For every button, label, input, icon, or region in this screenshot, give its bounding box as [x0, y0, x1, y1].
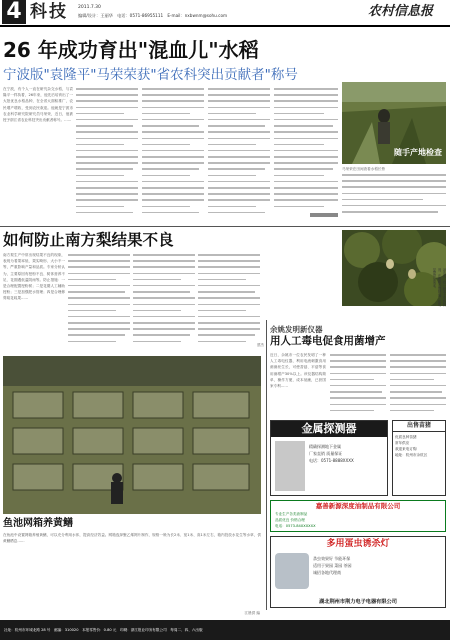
ad-metal-detector [270, 420, 388, 496]
lead-side-text [342, 174, 446, 222]
masthead-rule [0, 25, 450, 27]
fish-author: 江晨供 编 [244, 611, 260, 615]
ad-wanted [392, 420, 446, 496]
fish-photo [3, 356, 261, 514]
section-divider [0, 226, 450, 227]
ad-pest-footer: 湖北荆州市荆力电子电器有限公司 [319, 599, 397, 605]
ad-wanted-line-3: 欢迎来电订购 [395, 447, 417, 451]
footer-bar [0, 620, 450, 640]
lead-headline: 26 年成功育出"混血儿"水稻 [3, 38, 259, 62]
ad-company-line-3: 电话：0573-84XXXXXX [275, 524, 316, 528]
device-body: 近日，余姚市一位农民发明了一种人工毒电仪器，利用电流刺激食用菌菌丝生长，可使香菇、平菇等食用菌增产30%以上。该仪器结构简单，操作方便，成本低廉，已获国家专利…… [270, 353, 326, 389]
pear-author: 蔡杰 [256, 343, 264, 347]
lead-byline [310, 213, 338, 217]
column-divider [266, 320, 267, 610]
ad-detector-line-2: 厂家直销 质量保证 [309, 451, 343, 456]
lead-photo [342, 82, 446, 164]
ad-pest-image [275, 553, 309, 589]
ad-wanted-line-2: 常年供应 [395, 441, 410, 445]
ad-wanted-line-1: 优质良种苗猪 [395, 435, 417, 439]
lead-body: 在宁波，有个人一直在研究杂交水稻，与袁隆平一样执着，26年来，他先后培育出了一大批优良水稻品种，在全省大面积推广，农民增产增收，受到农民欢迎。他就是宁波市农业科学研究院研究员马荣荣，近日，他被授予浙江省农业科技突出贡献者称号。…… [3, 87, 73, 123]
lead-subheadline: 宁波版"袁隆平"马荣荣获"省农科突出贡献者"称号 [3, 67, 298, 83]
ad-wanted-title: 出售苗猪 [393, 421, 445, 432]
lead-photo-caption: 马荣荣在田间查看水稻长势 [342, 167, 386, 171]
lead-body-col3 [142, 88, 204, 222]
pear-body-col4 [198, 254, 260, 350]
ad-detector-line-3: 电话：0571-8888XXXX [309, 458, 354, 463]
device-headline: 用人工毒电促食用菌增产 [270, 335, 386, 347]
ad-pest-title: 多用蛋虫诱杀灯 [326, 539, 390, 549]
ad-company [270, 500, 446, 532]
ad-pest-line-2: 适用于果园 菜园 茶园 [313, 563, 352, 568]
pear-body: 南方梨生产中常出现结果不良的现象，表现为着果率低、果实畸形、大小不一等，严重影响产量和品质。专家分析认为，主要原因有授粉不良、树体营养不足、花期遇低温阴雨等。防止措施：一是合理配置授粉树；二是花期人工辅助授粉；三是加强肥水管理；四是合理修剪疏花疏果…… [3, 253, 65, 301]
issue-date: 2011.7.30 [78, 5, 101, 10]
ad-company-name: 嘉善新源深度油制品有限公司 [315, 502, 401, 510]
fish-body: 在鱼池中设置网箱养殖黄鳝，可以充分利用水体，提高经济效益。网箱选择聚乙烯网片制作，规格一般为长2米、宽1米、高1米左右，箱内投放水花生等水草，供黄鳝栖息…… [3, 533, 261, 544]
ad-detector-image [275, 441, 305, 491]
lead-photo-label: 随手产地检查 [394, 148, 442, 157]
page-number: 4 [2, 0, 26, 24]
pear-headline: 如何防止南方梨结果不良 [3, 231, 174, 249]
pear-body-col2 [68, 254, 130, 350]
pear-sidebar-text: 汤永贵：有一种本土生物制剂，在梨树花期喷施，能明显提高坐果率。 [432, 268, 446, 307]
pear-body-col3 [133, 254, 195, 350]
ad-pest-lamp [270, 536, 446, 608]
ad-pest-line-1: 杀虫效果好 节能环保 [313, 556, 351, 561]
footer-text: 社址：杭州市环城北路 28 号 邮编：310020 本报零售价：0.80 元 印刷：浙江报业印务有限公司 每周二、四、六出版 [4, 628, 203, 632]
ad-company-line-2: 品质优良 价格合理 [275, 518, 305, 522]
fish-pond-image [3, 356, 261, 514]
lead-body-col5 [274, 88, 338, 212]
editor-line: 编辑/设计：王丽华 电话：0571-86955111 E-mail：nxbwnm@sohu.com [78, 13, 228, 18]
lead-body-col2 [76, 88, 138, 222]
ad-detector-title: 金属探测器 [271, 421, 387, 437]
masthead [0, 0, 450, 26]
ad-pest-line-3: 诚招各地代理商 [313, 570, 341, 575]
ad-detector-line-1: 精确探测地下金属 [309, 444, 341, 449]
device-body-col2 [330, 354, 386, 414]
fish-headline: 鱼池网箱养黄鳝 [3, 518, 73, 529]
lead-body-col4 [208, 88, 270, 222]
device-kicker: 余姚发明新仪器 [270, 325, 323, 334]
ad-company-line-1: 专业生产各类油制品 [275, 512, 308, 516]
device-body-col3 [390, 354, 446, 414]
paper-logo: 农村信息报 [368, 4, 434, 19]
section-title: 科技 [30, 2, 68, 22]
ad-wanted-line-4: 地址：杭州市余杭区 [395, 453, 428, 457]
